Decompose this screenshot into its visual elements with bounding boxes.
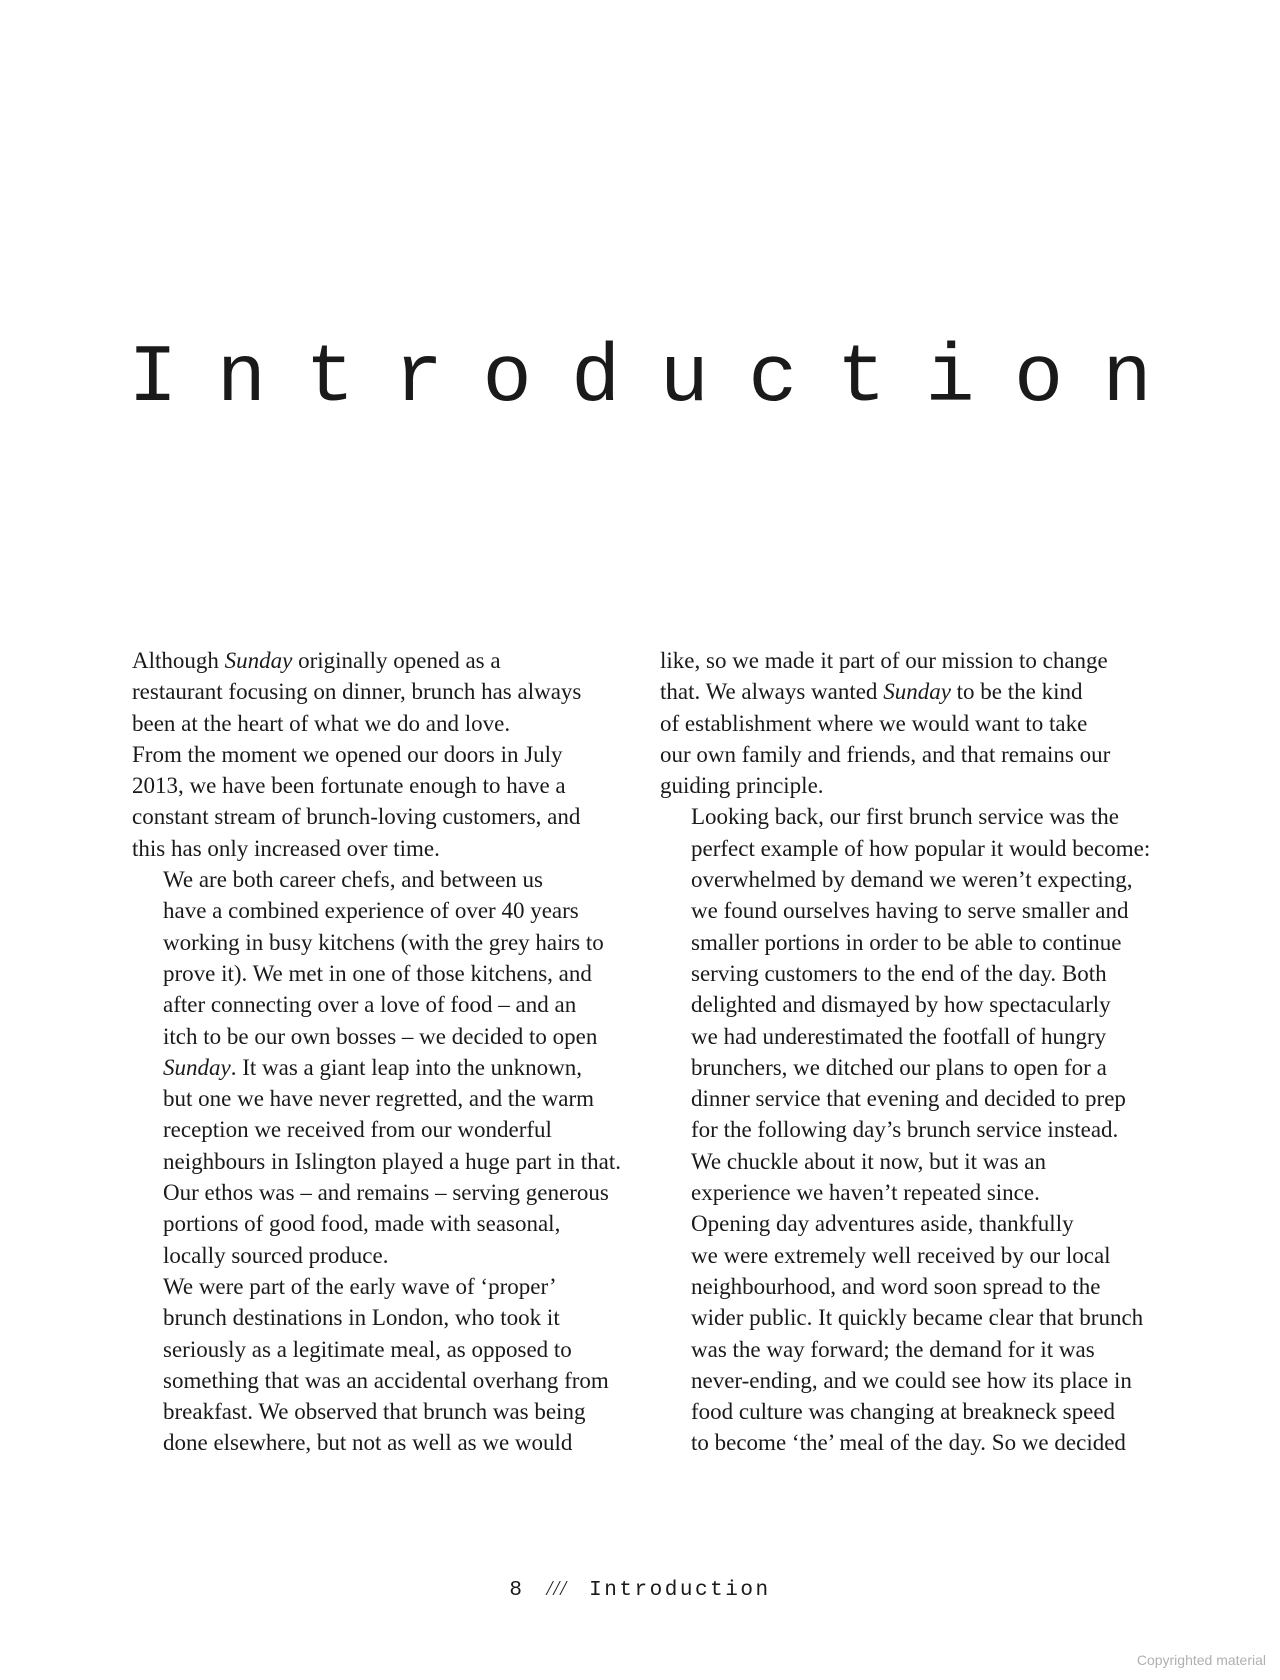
text-line: neighbours in Islington played a huge part in that. (163, 1148, 621, 1174)
text-line: have a combined experience of over 40 years (163, 898, 579, 924)
right-column (660, 645, 1150, 1455)
text-line: been at the heart of what we do and love. (132, 710, 511, 736)
text-line: reception we received from our wonderful (163, 1117, 552, 1143)
footer-section-title: Introduction (589, 1579, 771, 1602)
left-column-paragraph (132, 864, 622, 1271)
text-line: perfect example of how popular it would become: (691, 835, 1151, 861)
text-line: something that was an accidental overhang from (163, 1367, 609, 1393)
text-line: seriously as a legitimate meal, as opposed to (163, 1336, 572, 1362)
text-line: smaller portions in order to be able to continue (691, 929, 1122, 955)
text-line: after connecting over a love of food – and an (163, 992, 577, 1018)
body-text (132, 645, 1150, 1455)
text-line: portions of good food, made with seasonal, (163, 1211, 561, 1237)
text-line: this has only increased over time. (132, 835, 440, 861)
text-line: dinner service that evening and decided to prep (691, 1086, 1126, 1112)
italic-text: Sunday (163, 1054, 231, 1080)
text-line: We were part of the early wave of ‘proper’ (163, 1273, 557, 1299)
left-column-paragraph (132, 1271, 622, 1459)
right-column-paragraph (660, 1208, 1150, 1458)
text-line: Sunday. It was a giant leap into the unknown, (163, 1054, 583, 1080)
text-line: itch to be our own bosses – we decided to open (163, 1023, 598, 1049)
text-line: wider public. It quickly became clear that brunch (691, 1305, 1144, 1331)
text-line: of establishment where we would want to take (660, 710, 1088, 736)
text-line: never-ending, and we could see how its place in (691, 1367, 1132, 1393)
text-line: neighbourhood, and word soon spread to the (691, 1273, 1101, 1299)
text-line: brunchers, we ditched our plans to open for a (691, 1054, 1107, 1080)
text-line: guiding principle. (660, 773, 824, 799)
footer-separator: /// (546, 1576, 568, 1600)
text-line: food culture was changing at breakneck speed (691, 1399, 1116, 1425)
text-line: Opening day adventures aside, thankfully (691, 1211, 1074, 1237)
right-column-paragraph (660, 801, 1150, 1208)
text-line: Our ethos was – and remains – serving generous (163, 1180, 609, 1206)
text-line: prove it). We met in one of those kitchens, and (163, 960, 592, 986)
text-line: experience we haven’t repeated since. (691, 1180, 1040, 1206)
left-column (132, 645, 622, 1455)
right-column-paragraph (660, 645, 1150, 801)
text-line: was the way forward; the demand for it was (691, 1336, 1095, 1362)
text-line: for the following day’s brunch service instead. (691, 1117, 1119, 1143)
text-line: our own family and friends, and that remains our (660, 741, 1111, 767)
page-number: 8 (509, 1579, 525, 1602)
text-line: to become ‘the’ meal of the day. So we decided (691, 1430, 1126, 1456)
text-line: Looking back, our first brunch service was the (691, 804, 1119, 830)
text-line: Although Sunday originally opened as a (132, 648, 501, 673)
text-line: brunch destinations in London, who took it (163, 1305, 560, 1331)
text-line: we were extremely well received by our local (691, 1242, 1111, 1268)
text-line: breakfast. We observed that brunch was being (163, 1399, 586, 1425)
text-line: We chuckle about it now, but it was an (691, 1148, 1046, 1174)
italic-text: Sunday (883, 679, 951, 705)
left-column-paragraph (132, 645, 622, 864)
text-line: like, so we made it part of our mission to change (660, 648, 1108, 673)
text-line: 2013, we have been fortunate enough to have a (132, 773, 566, 799)
text-line: we had underestimated the footfall of hungry (691, 1023, 1107, 1049)
page-footer (0, 1576, 1280, 1602)
text-line: We are both career chefs, and between us (163, 867, 544, 893)
text-line: locally sourced produce. (163, 1242, 389, 1268)
text-line: working in busy kitchens (with the grey hairs to (163, 929, 604, 955)
text-line: serving customers to the end of the day. Both (691, 960, 1107, 986)
page-title: Introduction (128, 332, 1192, 425)
text-line: overwhelmed by demand we weren’t expecting, (691, 867, 1133, 893)
text-line: delighted and dismayed by how spectacularly (691, 992, 1111, 1018)
text-line: we found ourselves having to serve smaller and (691, 898, 1129, 924)
italic-text: Sunday (224, 648, 293, 673)
text-line: From the moment we opened our doors in July (132, 741, 563, 767)
text-line: restaurant focusing on dinner, brunch has always (132, 679, 582, 705)
text-line: but one we have never regretted, and the warm (163, 1086, 595, 1112)
text-line: done elsewhere, but not as well as we would (163, 1430, 573, 1456)
text-line: constant stream of brunch-loving customers, and (132, 804, 581, 830)
text-line: that. We always wanted Sunday to be the kind (660, 679, 1083, 705)
copyright-watermark: Copyrighted material (1136, 1652, 1266, 1668)
